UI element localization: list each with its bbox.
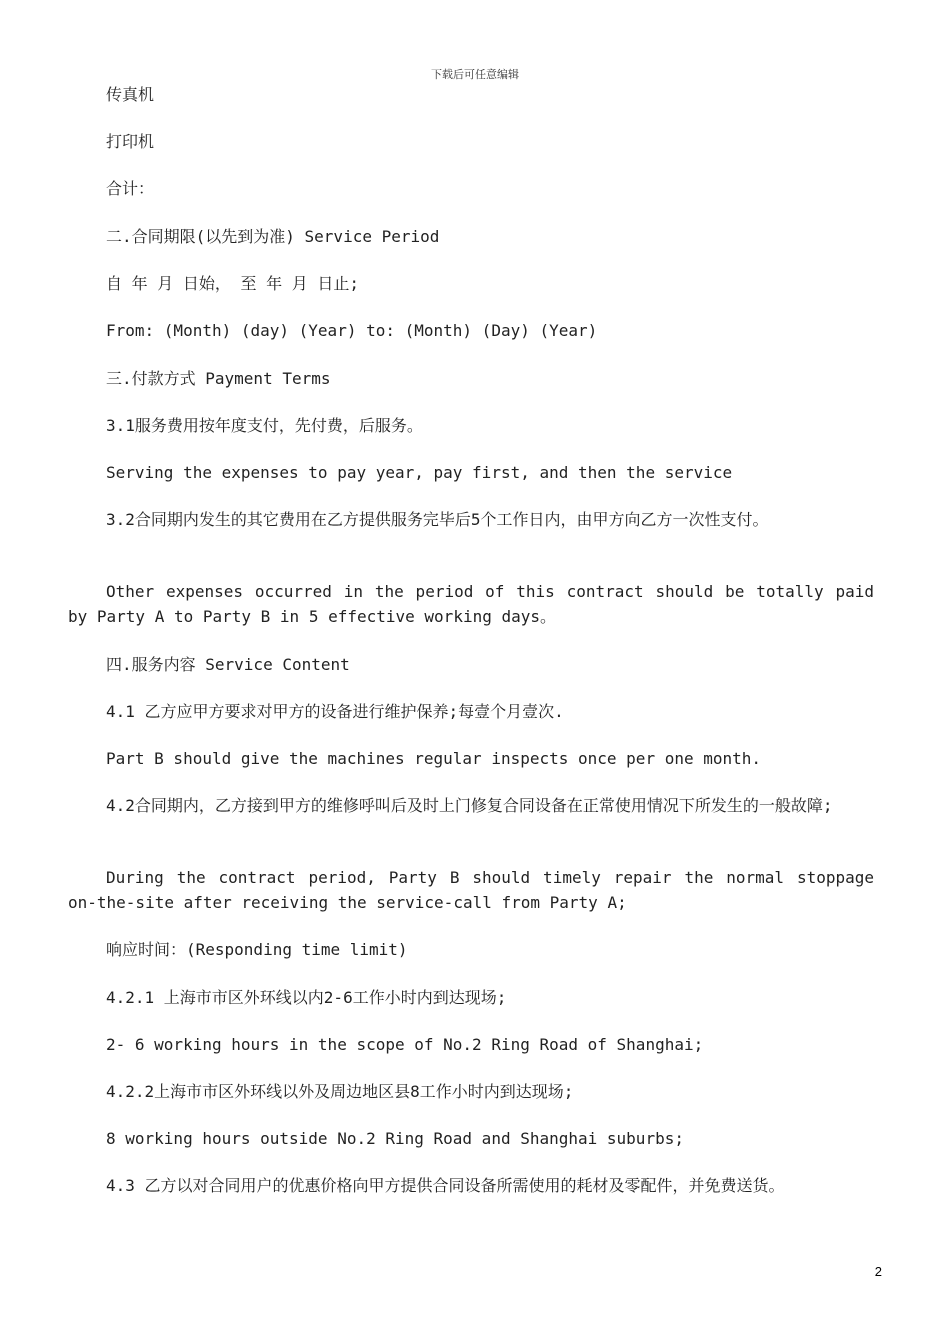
section-heading-2: 二.合同期限(以先到为准) Service Period: [106, 227, 440, 246]
paragraph: 合计：: [106, 179, 155, 198]
paragraph: 3.2合同期内发生的其它费用在乙方提供服务完毕后5个工作日内，由甲方向乙方一次性支付。: [106, 510, 769, 529]
paragraph: 3.1服务费用按年度支付，先付费，后服务。: [106, 416, 423, 435]
paragraph: 4.1 乙方应甲方要求对甲方的设备进行维护保养;每壹个月壹次.: [106, 702, 564, 721]
paragraph: 响应时间：(Responding time limit): [106, 940, 408, 959]
page-number: 2: [874, 1264, 882, 1279]
page-header: 下载后可任意编辑: [431, 68, 519, 81]
paragraph: 4.2.1 上海市市区外环线以内2-6工作小时内到达现场;: [106, 988, 507, 1007]
paragraph: 4.2合同期内，乙方接到甲方的维修呼叫后及时上门修复合同设备在正常使用情况下所发生的一般故障;: [106, 796, 833, 815]
section-heading-4: 四.服务内容 Service Content: [106, 655, 350, 674]
paragraph: Other expenses occurred in the period of this contract should be totally paid by Party A to Party B in 5 effective working days。: [68, 582, 874, 626]
paragraph: Serving the expenses to pay year, pay first, and then the service: [106, 463, 733, 482]
paragraph: From: (Month) (day) (Year) to: (Month) (Day) (Year): [106, 321, 598, 340]
paragraph: During the contract period, Party B should timely repair the normal stoppage on-the-site after receiving the service-call from Party A;: [68, 868, 874, 912]
paragraph: 自 年 月 日始， 至 年 月 日止;: [106, 274, 360, 293]
paragraph: 2- 6 working hours in the scope of No.2 Ring Road of Shanghai;: [106, 1035, 704, 1054]
paragraph: Part B should give the machines regular inspects once per one month.: [106, 749, 762, 768]
paragraph: 8 working hours outside No.2 Ring Road and Shanghai suburbs;: [106, 1129, 684, 1148]
paragraph: 4.2.2上海市市区外环线以外及周边地区县8工作小时内到达现场;: [106, 1082, 574, 1101]
paragraph: 打印机: [106, 132, 155, 151]
section-heading-3: 三.付款方式 Payment Terms: [106, 369, 331, 388]
paragraph: 4.3 乙方以对合同用户的优惠价格向甲方提供合同设备所需使用的耗材及零配件，并免费送货。: [106, 1176, 785, 1195]
paragraph: 传真机: [106, 85, 155, 104]
